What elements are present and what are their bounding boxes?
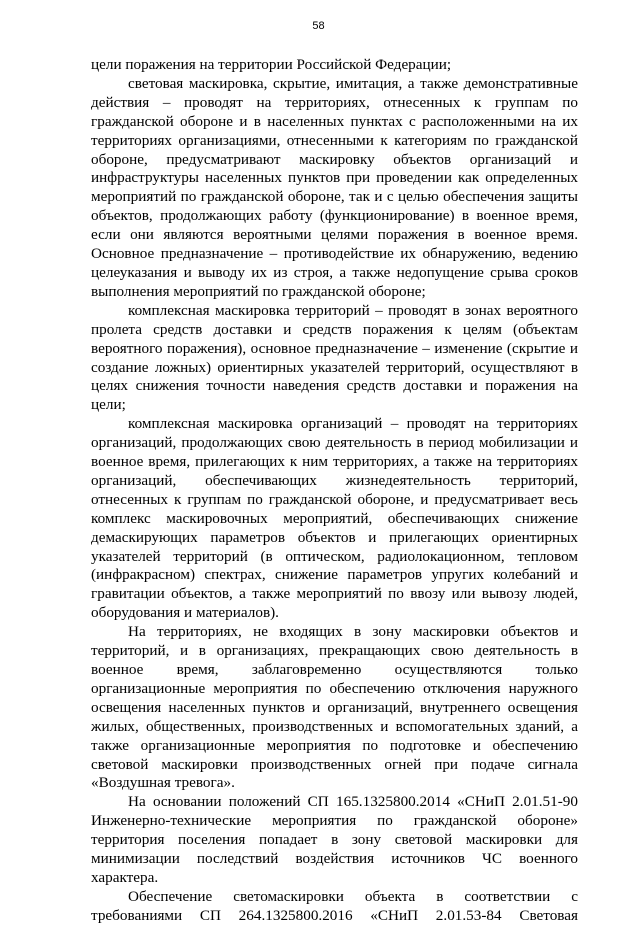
paragraph-organization-camouflage: комплексная маскировка организаций – проводят на территориях организаций, продолжающих свою деятельность в период мобилизации и военное время, прилегающих к ним территориях, а также на территориях организаций, обеспечивающих жизнедеятельность территорий, отнесенных к группам по гражданской обороне, и предусматривает весь комплекс маскировочных мероприятий, обеспечивающих снижение демаскирующих параметров объектов и прилегающих ориентирных указателей территорий (в оптическом, радиолокационном, тепловом (инфракрасном) спектрах, снижение параметров упругих колебаний и гравитации объектов, а также мероприятий по ввозу или вывозу людей, оборудования и материалов). — [91, 415, 578, 622]
document-body — [91, 56, 578, 926]
paragraph-light-blackout-requirements: Обеспечение светомаскировки объекта в соответствии с требованиями СП 264.1325800.2016 «СНиП 2.01.53-84 Световая — [91, 887, 578, 924]
paragraph-targets-end: цели поражения на территории Российской Федерации; — [91, 56, 452, 73]
page-number: 58 — [312, 20, 325, 32]
paragraph-organizational-measures: На территориях, не входящих в зону маскировки объектов и территорий, и в организациях, прекращающих свою деятельность в военное время, заблаговременно осуществляются только организационные мероприятия по обеспечению отключения наружного освещения населенных пунктов и организаций, внутреннего освещения жилых, общественных, производственных и вспомогательных зданий, а также организационные мероприятия по подготовке и обеспечению световой маскировки производственных огней при подаче сигнала «Воздушная тревога». — [91, 623, 578, 792]
paragraph-light-camouflage: световая маскировка, скрытие, имитация, а также демонстративные действия – проводят на территориях, отнесенных к группам по гражданской обороне и в населенных пунктах с расположенными на их территориях организациями, отнесенными к категориям по гражданской обороне, предусматривают маскировку объектов организаций и инфраструктуры населенных пунктов при проведении как определенных мероприятий по гражданской обороне, так и с целью обеспечения защиты объектов, продолжающих работу (функционирование) в военное время, если они являются вероятными целями поражения в военное время. Основное предназначение – противодействие их обнаружению, ведению целеуказания и выводу их из строя, а также недопущение срыва сроков выполнения мероприятий по гражданской обороне; — [91, 74, 578, 300]
paragraph-territory-camouflage: комплексная маскировка территорий – проводят в зонах вероятного пролета средств доставки и средств поражения к целям (объектам вероятного поражения), основное предназначение – изменение (скрытие и создание ложных) ориентирных указателей территорий, осуществляют в целях снижения точности наведения средств доставки и поражения на цели; — [91, 301, 578, 414]
paragraph-regulation-basis: На основании положений СП 165.1325800.2014 «СНиП 2.01.51-90 Инженерно-технические мероприятия по гражданской обороне» территория поселения попадает в зону световой маскировки для минимизации последствий воздействия источников ЧС военного характера. — [91, 793, 578, 886]
